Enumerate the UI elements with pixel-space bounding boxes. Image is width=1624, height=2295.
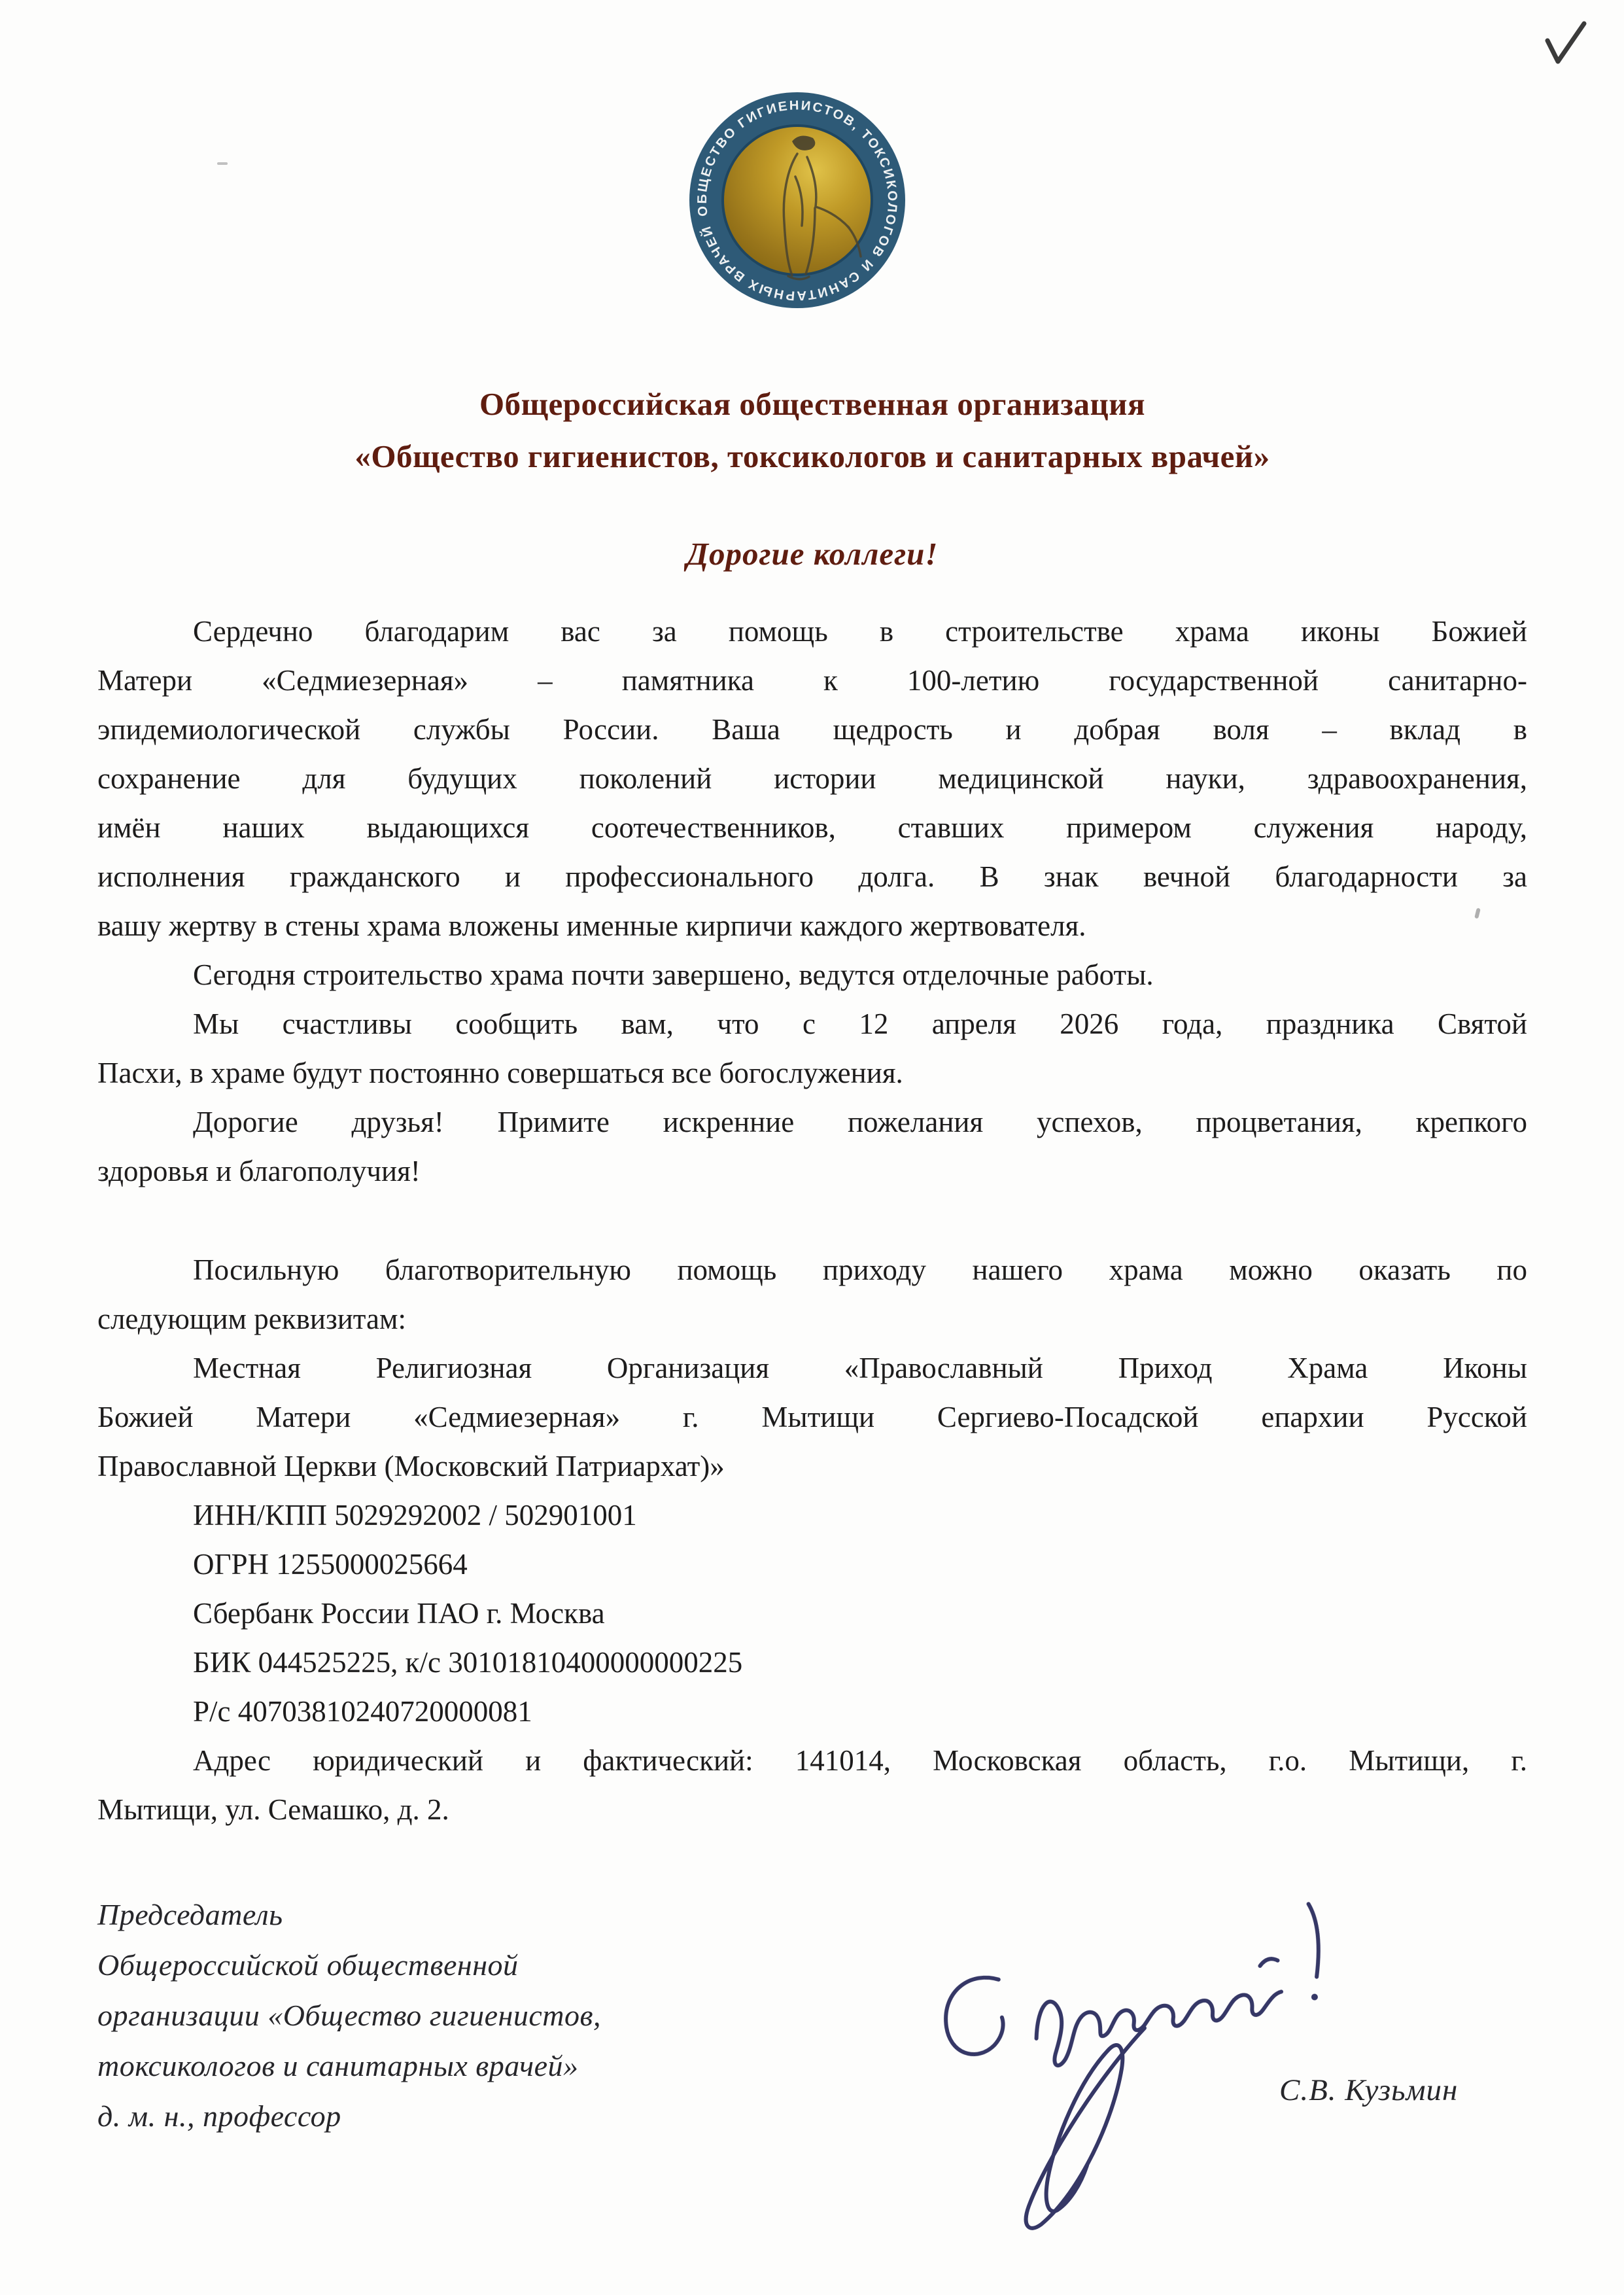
paragraph bbox=[97, 1246, 1527, 1344]
paragraph bbox=[97, 951, 1527, 1000]
body-line: здоровья и благополучия! bbox=[97, 1155, 421, 1187]
paragraph bbox=[97, 1344, 1527, 1491]
body-line: имён наших выдающихся соотечественников, ставших примером служения народу, bbox=[97, 811, 1527, 844]
signature-position-line: токсикологов и санитарных врачей» bbox=[97, 2049, 579, 2082]
regards-script bbox=[936, 1903, 1332, 2082]
body-line: сохранение для будущих поколений истории медицинской науки, здравоохранения, bbox=[97, 762, 1527, 795]
paragraph bbox=[97, 1098, 1527, 1196]
requisite-bik-ks: БИК 044525225, к/с 30101810400000000225 bbox=[193, 1646, 743, 1679]
signature-position-line: организации «Общество гигиенистов, bbox=[97, 1999, 601, 2032]
body-line: Сердечно благодарим вас за помощь в строительстве храма иконы Божией bbox=[193, 615, 1527, 648]
paragraph bbox=[97, 607, 1527, 951]
body-line: Божией Матери «Седмиезерная» г. Мытищи Сергиево-Посадской епархии Русской bbox=[97, 1401, 1527, 1433]
body-line: Мы счастливы сообщить вам, что с 12 апреля 2026 года, праздника Святой bbox=[193, 1007, 1527, 1040]
body-line: следующим реквизитам: bbox=[97, 1303, 406, 1335]
requisite-ogrn: ОГРН 1255000025664 bbox=[193, 1548, 468, 1581]
body-line: Адрес юридический и фактический: 141014, Московская область, г.о. Мытищи, г. bbox=[193, 1744, 1527, 1777]
checkmark-icon bbox=[1538, 18, 1593, 69]
org-title-line1: Общероссийская общественная организация bbox=[479, 386, 1146, 422]
body-line: эпидемиологической службы России. Ваша щедрость и добрая воля – вклад в bbox=[97, 713, 1527, 746]
letter-body bbox=[97, 607, 1527, 1834]
requisite-rs: Р/с 40703810240720000081 bbox=[193, 1695, 532, 1728]
body-line: Посильную благотворительную помощь приходу нашего храма можно оказать по bbox=[193, 1253, 1527, 1286]
signature-position-block bbox=[97, 1889, 850, 2141]
body-line: исполнения гражданского и профессионального долга. В знак вечной благодарности за bbox=[97, 860, 1527, 893]
paragraph bbox=[97, 1000, 1527, 1098]
body-line: Пасхи, в храме будут постоянно совершаться все богослужения. bbox=[97, 1057, 903, 1089]
requisite-inn-kpp: ИНН/КПП 5029292002 / 502901001 bbox=[193, 1499, 637, 1532]
organization-logo bbox=[689, 92, 906, 309]
scan-artifact bbox=[217, 162, 228, 165]
logo-ring-text: ОБЩЕСТВО ГИГИЕНИСТОВ, ТОКСИКОЛОГОВ И САНИТАРНЫХ ВРАЧЕЙ bbox=[695, 98, 900, 303]
org-title-line2: «Общество гигиенистов, токсикологов и санитарных врачей» bbox=[354, 438, 1270, 474]
signature-position-line: Общероссийской общественной bbox=[97, 1948, 519, 1982]
signer-name: С.В. Кузьмин bbox=[1279, 2073, 1459, 2107]
paragraph-gap bbox=[97, 1196, 1527, 1246]
requisites bbox=[97, 1491, 1527, 1736]
body-line: Сегодня строительство храма почти завершено, ведутся отделочные работы. bbox=[193, 958, 1154, 991]
body-line: Православной Церкви (Московский Патриархат)» bbox=[97, 1450, 725, 1482]
signature-position-line: д. м. н., профессор bbox=[97, 2099, 341, 2133]
signature-stroke bbox=[1026, 2028, 1145, 2228]
body-line: Местная Религиозная Организация «Православный Приход Храма Иконы bbox=[193, 1352, 1527, 1384]
body-line: вашу жертву в стены храма вложены именные кирпичи каждого жертвователя. bbox=[97, 909, 1086, 942]
salutation: Дорогие коллеги! bbox=[686, 536, 939, 572]
body-line: Дорогие друзья! Примите искренние пожелания успехов, процветания, крепкого bbox=[193, 1106, 1527, 1138]
signature-position-line: Председатель bbox=[97, 1898, 283, 1931]
requisite-bank: Сбербанк России ПАО г. Москва bbox=[193, 1597, 605, 1630]
org-title bbox=[97, 378, 1527, 483]
body-line: Мытищи, ул. Семашко, д. 2. bbox=[97, 1793, 449, 1826]
paragraph bbox=[97, 1736, 1527, 1834]
body-line: Матери «Седмиезерная» – памятника к 100-летию государственной санитарно- bbox=[97, 664, 1527, 697]
